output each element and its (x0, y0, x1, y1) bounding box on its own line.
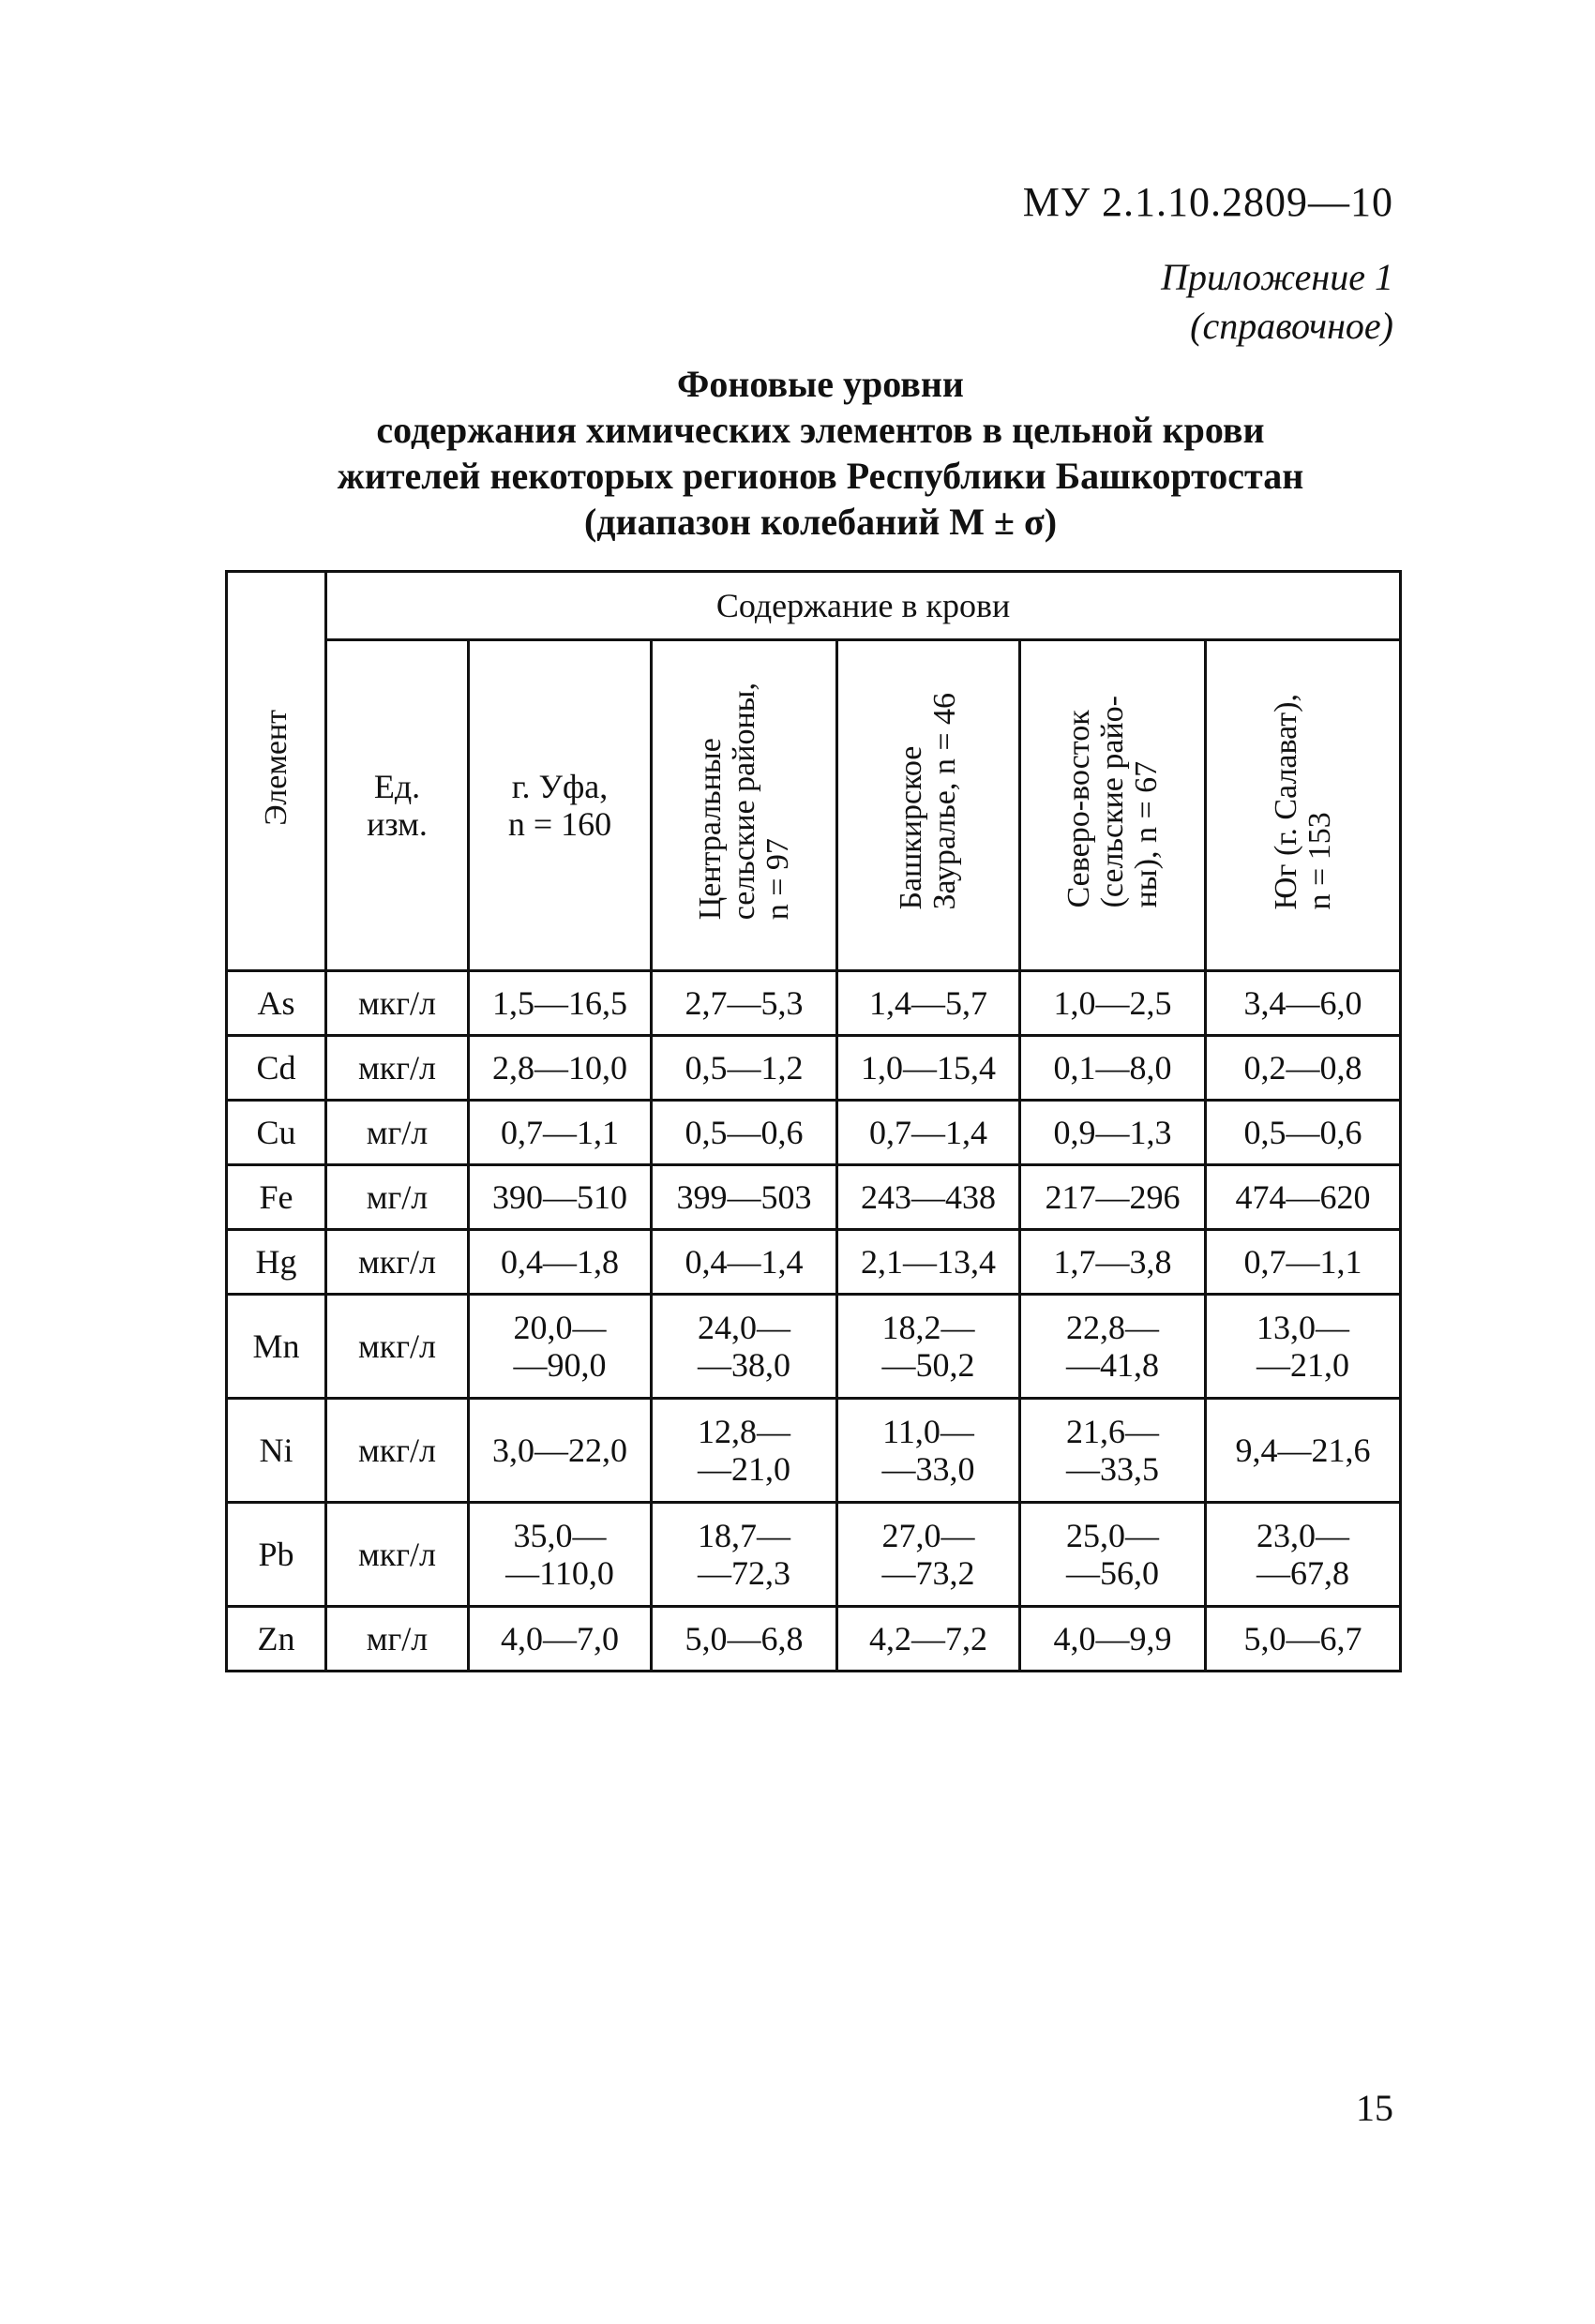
northeast-value-line: 22,8— (1066, 1309, 1159, 1346)
ufa-value-cell (469, 1165, 652, 1230)
northeast-value-line: —33,5 (1066, 1450, 1159, 1488)
central-value-cell (652, 1503, 837, 1607)
northeast-value-line: 4,0—9,9 (1053, 1620, 1172, 1657)
bzaurale-value-cell (837, 1607, 1020, 1672)
northeast-value-line: 217—296 (1045, 1178, 1181, 1216)
northeast-value-cell (1020, 1101, 1206, 1165)
bzaurale-value-cell (837, 1036, 1020, 1101)
central-value-cell (652, 1101, 837, 1165)
unit-cell: мкг/л (326, 971, 469, 1036)
unit-cell: мг/л (326, 1607, 469, 1672)
northeast-value-line: —41,8 (1066, 1346, 1159, 1384)
south-value-cell (1206, 1503, 1401, 1607)
title-line-4: (диапазон колебаний М ± σ) (583, 501, 1058, 543)
northeast-value-cell (1020, 1399, 1206, 1503)
header-northeast-line-3: ны), n = 67 (1128, 760, 1164, 908)
element-cell: Pb (227, 1503, 326, 1607)
page-number: 15 (1356, 2087, 1393, 2129)
central-value-cell (652, 1607, 837, 1672)
central-value-line: 24,0— (698, 1309, 790, 1346)
ufa-value-line: —110,0 (505, 1554, 614, 1592)
ufa-value-line: 0,7—1,1 (501, 1114, 619, 1151)
south-value-cell (1206, 1101, 1401, 1165)
header-unit-line-2: изм. (367, 805, 428, 843)
northeast-value-cell (1020, 1503, 1206, 1607)
northeast-value-cell (1020, 1036, 1206, 1101)
header-content: Содержание в крови (326, 572, 1401, 640)
central-value-line: —21,0 (698, 1450, 790, 1488)
table-row (227, 1607, 1401, 1672)
bzaurale-value-cell (837, 1399, 1020, 1503)
element-cell: As (227, 971, 326, 1036)
ufa-value-line: 1,5—16,5 (492, 984, 627, 1022)
northeast-value-cell (1020, 1295, 1206, 1399)
south-value-line: 13,0— (1256, 1309, 1350, 1346)
table-row (227, 1165, 1401, 1230)
northeast-value-line: 0,9—1,3 (1053, 1114, 1172, 1151)
bzaurale-value-cell (837, 1230, 1020, 1295)
bzaurale-value-line: —73,2 (881, 1554, 975, 1592)
central-value-line: 5,0—6,8 (685, 1620, 804, 1657)
ufa-value-cell (469, 1607, 652, 1672)
header-south-line-2: n = 153 (1302, 812, 1337, 910)
south-value-cell (1206, 1295, 1401, 1399)
ufa-value-cell (469, 971, 652, 1036)
element-cell: Mn (227, 1295, 326, 1399)
header-ufa-line-2: n = 160 (507, 805, 612, 843)
ufa-value-cell (469, 1295, 652, 1399)
header-element: Элемент (258, 709, 293, 826)
central-value-cell (652, 1230, 837, 1295)
header-ufa (469, 640, 652, 971)
central-value-line: 0,5—1,2 (685, 1049, 804, 1087)
element-cell: Ni (227, 1399, 326, 1503)
header-bzaurale (837, 640, 1020, 971)
northeast-value-line: 0,1—8,0 (1053, 1049, 1172, 1087)
appendix-line-1: Приложение 1 (1161, 256, 1393, 298)
south-value-cell (1206, 1036, 1401, 1101)
central-value-cell (652, 1399, 837, 1503)
document-code: МУ 2.1.10.2809—10 (1022, 179, 1393, 225)
unit-cell: мкг/л (326, 1230, 469, 1295)
northeast-value-cell (1020, 971, 1206, 1036)
bzaurale-value-line: 11,0— (882, 1413, 974, 1450)
ufa-value-line: 2,8—10,0 (492, 1049, 627, 1087)
northeast-value-line: —56,0 (1066, 1554, 1159, 1592)
south-value-line: 0,2—0,8 (1243, 1049, 1362, 1087)
header-central-line-3: n = 97 (760, 838, 795, 921)
south-value-line: 5,0—6,7 (1243, 1620, 1362, 1657)
south-value-line: 23,0— (1256, 1517, 1350, 1554)
northeast-value-cell (1020, 1607, 1206, 1672)
header-unit (326, 640, 469, 971)
bzaurale-value-line: 4,2—7,2 (869, 1620, 987, 1657)
element-cell: Fe (227, 1165, 326, 1230)
ufa-value-cell (469, 1036, 652, 1101)
northeast-value-cell (1020, 1165, 1206, 1230)
unit-cell: мкг/л (326, 1036, 469, 1101)
element-cell: Zn (227, 1607, 326, 1672)
unit-cell: мг/л (326, 1165, 469, 1230)
bzaurale-value-line: 27,0— (881, 1517, 975, 1554)
bzaurale-value-cell (837, 1503, 1020, 1607)
south-value-line: 0,7—1,1 (1243, 1243, 1362, 1281)
south-value-line: 0,5—0,6 (1243, 1114, 1362, 1151)
ufa-value-line: 4,0—7,0 (501, 1620, 619, 1657)
central-value-cell (652, 1036, 837, 1101)
central-value-line: 0,5—0,6 (685, 1114, 804, 1151)
south-value-line: —67,8 (1256, 1554, 1350, 1592)
ufa-value-cell (469, 1230, 652, 1295)
header-bzaurale-line-1: Башкирское (894, 745, 928, 910)
northeast-value-line: 1,0—2,5 (1053, 984, 1172, 1022)
northeast-value-line: 1,7—3,8 (1053, 1243, 1172, 1281)
ufa-value-cell (469, 1503, 652, 1607)
south-value-cell (1206, 1165, 1401, 1230)
bzaurale-value-line: 2,1—13,4 (861, 1243, 996, 1281)
header-south (1206, 640, 1401, 971)
header-south-line-1: Юг (г. Салават), (1268, 693, 1303, 910)
bzaurale-value-line: 0,7—1,4 (869, 1114, 987, 1151)
bzaurale-value-cell (837, 971, 1020, 1036)
ufa-value-line: 0,4—1,8 (501, 1243, 619, 1281)
header-northeast (1020, 640, 1206, 971)
ufa-value-line: 390—510 (492, 1178, 627, 1216)
title-line-2: содержания химических элементов в цельной крови (376, 409, 1265, 451)
unit-cell: мкг/л (326, 1399, 469, 1503)
ufa-value-line: 3,0—22,0 (492, 1432, 627, 1469)
northeast-value-line: 21,6— (1066, 1413, 1159, 1450)
northeast-value-cell (1020, 1230, 1206, 1295)
unit-cell: мкг/л (326, 1295, 469, 1399)
central-value-cell (652, 1165, 837, 1230)
central-value-line: 12,8— (698, 1413, 790, 1450)
appendix-label (1161, 253, 1393, 351)
central-value-cell (652, 1295, 837, 1399)
bzaurale-value-line: 18,2— (881, 1309, 975, 1346)
south-value-cell (1206, 1230, 1401, 1295)
central-value-line: 18,7— (698, 1517, 790, 1554)
northeast-value-line: 25,0— (1066, 1517, 1159, 1554)
bzaurale-value-cell (837, 1165, 1020, 1230)
title-line-3: жителей некоторых регионов Республики Башкортостан (337, 455, 1304, 497)
ufa-value-line: 35,0— (513, 1517, 607, 1554)
central-value-line: —38,0 (698, 1346, 790, 1384)
table-row (227, 971, 1401, 1036)
south-value-cell (1206, 971, 1401, 1036)
central-value-line: 0,4—1,4 (685, 1243, 804, 1281)
central-value-line: 2,7—5,3 (685, 984, 804, 1022)
data-table (225, 570, 1402, 1672)
table-row (227, 1399, 1401, 1503)
appendix-line-2: (справочное) (1190, 305, 1393, 347)
title-line-1: Фоновые уровни (677, 363, 964, 405)
header-central-line-1: Центральные (692, 738, 728, 921)
south-value-line: 9,4—21,6 (1235, 1432, 1371, 1469)
unit-cell: мкг/л (326, 1503, 469, 1607)
bzaurale-value-cell (837, 1295, 1020, 1399)
table-row (227, 1101, 1401, 1165)
bzaurale-value-line: 1,4—5,7 (869, 984, 987, 1022)
table-row (227, 1503, 1401, 1607)
bzaurale-value-line: 1,0—15,4 (861, 1049, 996, 1087)
table-row (227, 1230, 1401, 1295)
south-value-line: 3,4—6,0 (1243, 984, 1362, 1022)
table-row (227, 1036, 1401, 1101)
ufa-value-cell (469, 1101, 652, 1165)
element-cell: Cu (227, 1101, 326, 1165)
element-cell: Cd (227, 1036, 326, 1101)
header-northeast-line-2: (сельские райо- (1094, 695, 1130, 908)
bzaurale-value-line: —33,0 (881, 1450, 975, 1488)
ufa-value-line: 20,0— (513, 1309, 607, 1346)
header-unit-line-1: Ед. (373, 768, 421, 805)
ufa-value-line: —90,0 (513, 1346, 607, 1384)
table-row (227, 1295, 1401, 1399)
ufa-value-cell (469, 1399, 652, 1503)
page-title (188, 361, 1453, 545)
central-value-line: 399—503 (676, 1178, 812, 1216)
unit-cell: мг/л (326, 1101, 469, 1165)
table-body (227, 971, 1401, 1672)
header-bzaurale-line-2: Зауралье, n = 46 (927, 693, 962, 910)
header-central (652, 640, 837, 971)
header-central-line-2: сельские районы, (726, 682, 761, 921)
header-element-cell (227, 572, 326, 971)
south-value-cell (1206, 1399, 1401, 1503)
bzaurale-value-line: —50,2 (881, 1346, 975, 1384)
bzaurale-value-cell (837, 1101, 1020, 1165)
south-value-cell (1206, 1607, 1401, 1672)
header-northeast-line-1: Северо-восток (1061, 710, 1096, 908)
element-cell: Hg (227, 1230, 326, 1295)
header-ufa-line-1: г. Уфа, (511, 768, 609, 805)
central-value-cell (652, 971, 837, 1036)
south-value-line: —21,0 (1256, 1346, 1350, 1384)
bzaurale-value-line: 243—438 (861, 1178, 996, 1216)
central-value-line: —72,3 (698, 1554, 790, 1592)
south-value-line: 474—620 (1235, 1178, 1371, 1216)
